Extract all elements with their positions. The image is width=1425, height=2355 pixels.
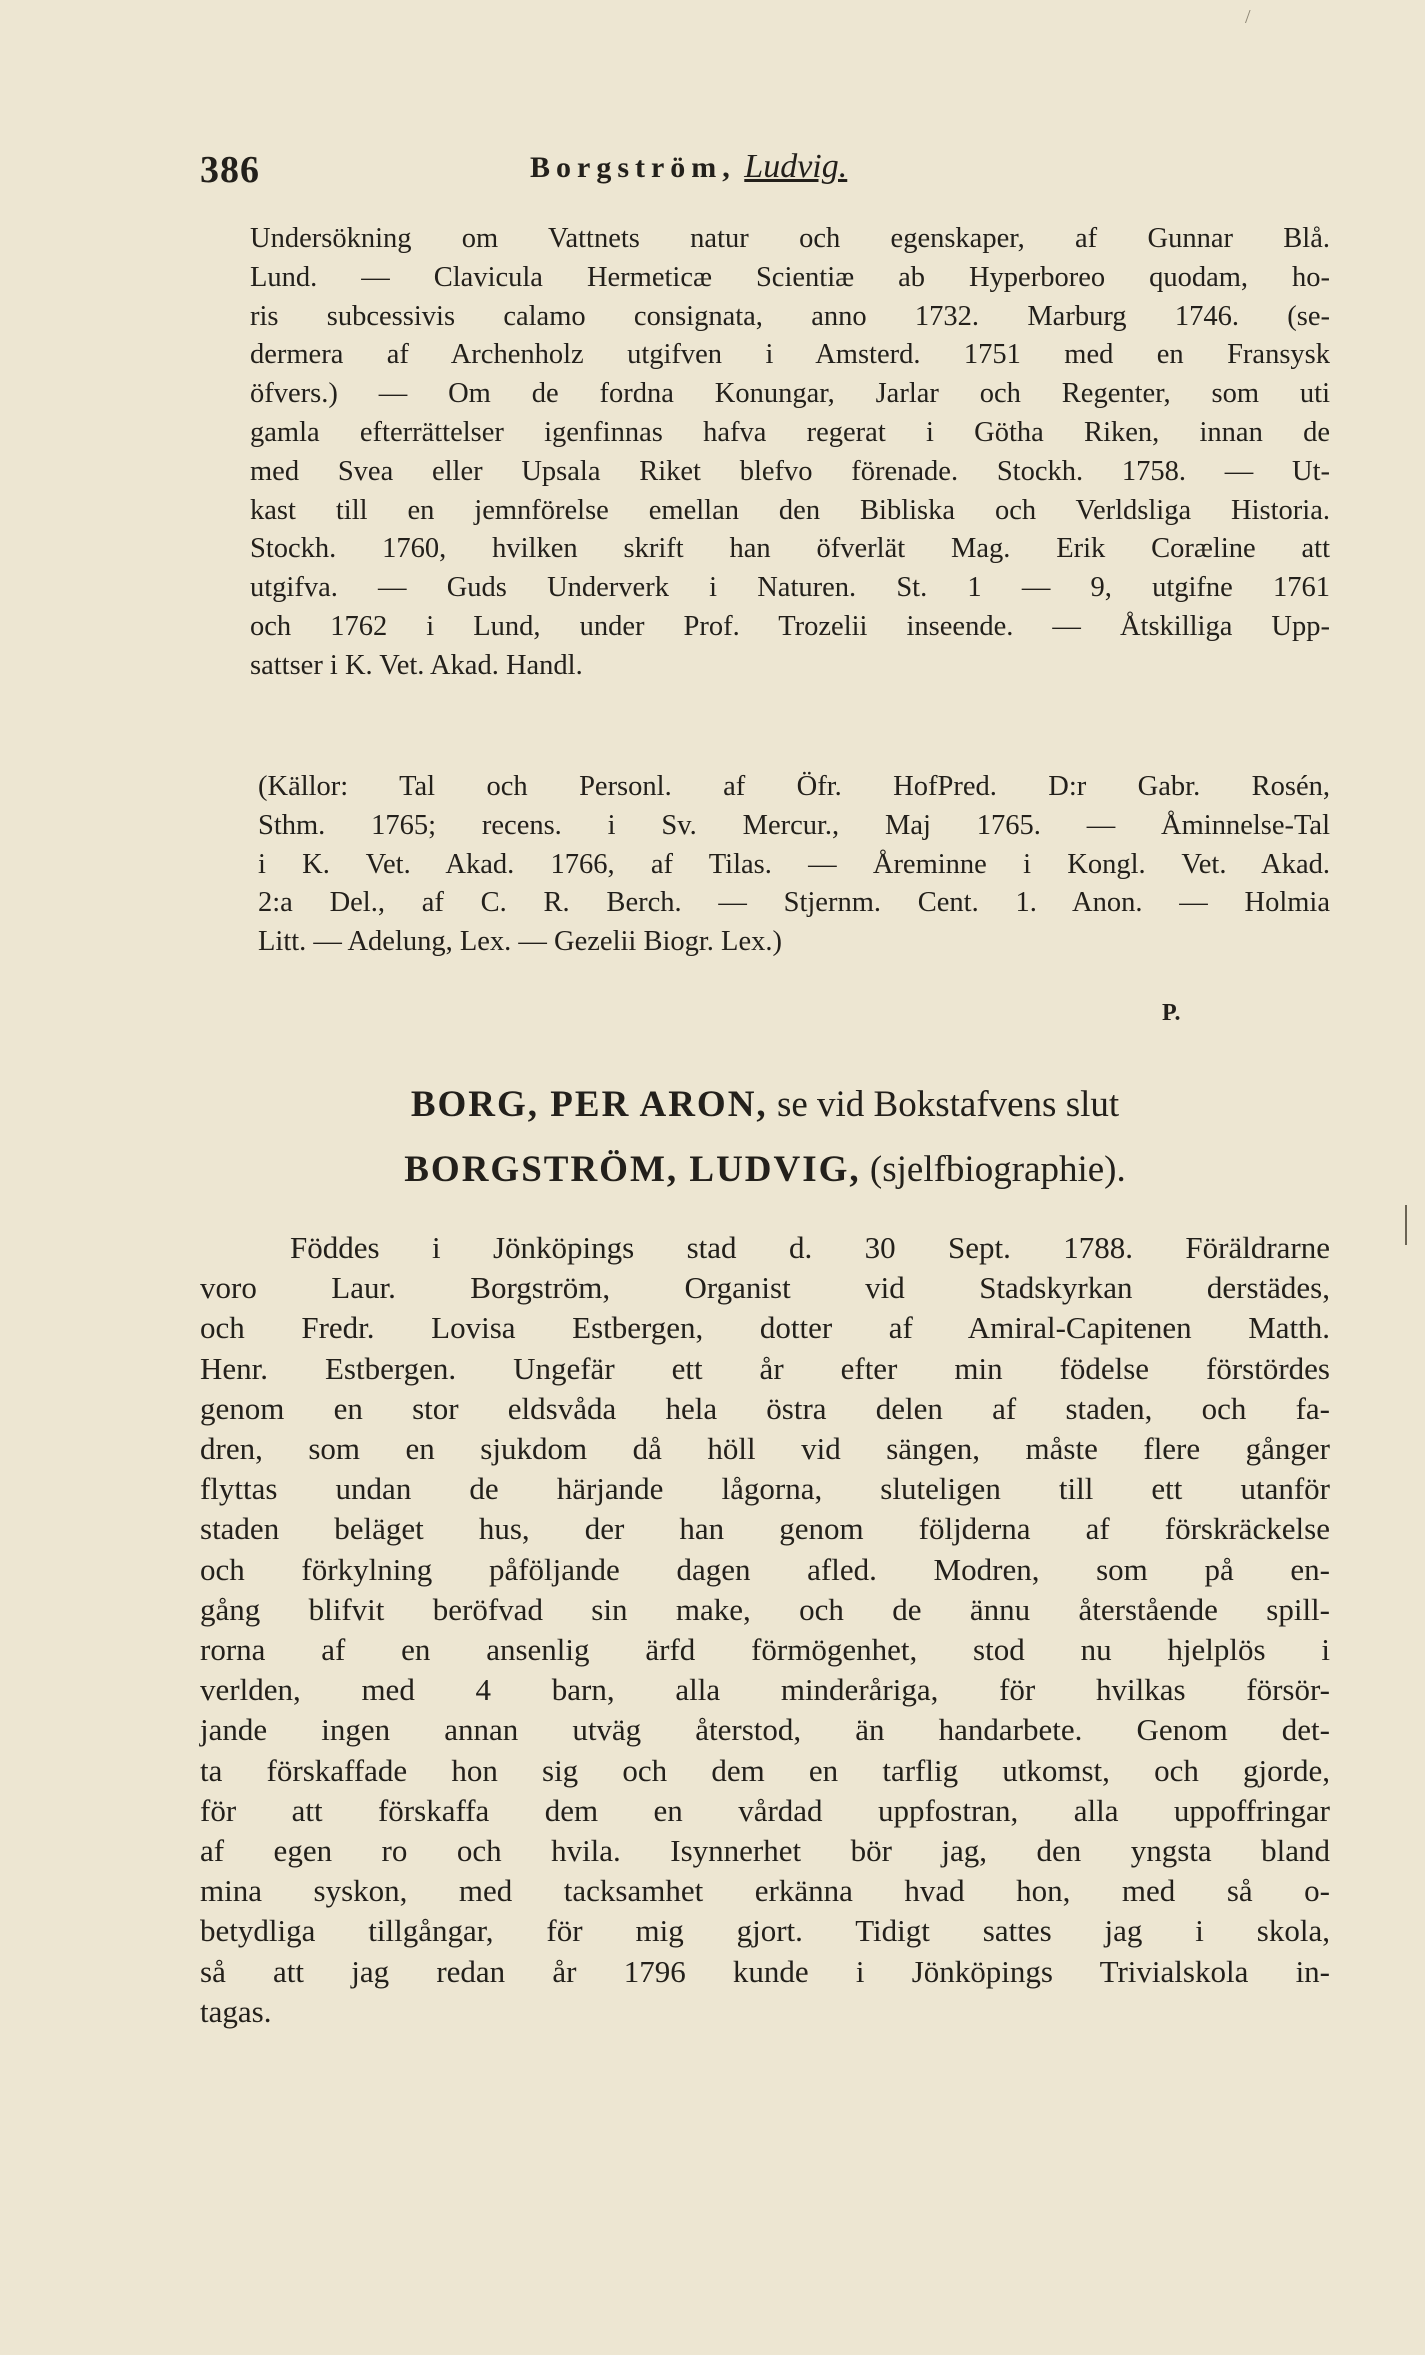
entry-note-borgstrom: (sjelfbiographie).: [869, 1149, 1126, 1190]
biography-line: betydliga tillgångar, för mig gjort. Tidigt sattes jag i skola,: [200, 1913, 1330, 1949]
running-title-surname: Borgström,: [530, 151, 736, 184]
works-line: kast till en jemnförelse emellan den Bibliska och Verldsliga Historia.: [250, 494, 1330, 526]
biography-line: dren, som en sjukdom då höll vid sängen, måste flere gånger: [200, 1431, 1330, 1467]
sources-line: Litt. — Adelung, Lex. — Gezelii Biogr. Lex.): [258, 926, 782, 958]
works-line: utgifva. — Guds Underverk i Naturen. St. 1 — 9, utgifne 1761: [250, 572, 1330, 604]
works-line: med Svea eller Upsala Riket blefvo förenade. Stockh. 1758. — Ut-: [250, 455, 1330, 487]
running-title: [530, 148, 847, 186]
margin-mark: [1405, 1205, 1407, 1245]
running-title-forename: Ludvig.: [744, 148, 848, 185]
biography-line: Föddes i Jönköpings stad d. 30 Sept. 1788. Föräldrarne: [290, 1230, 1330, 1265]
entry-name-borgstrom: BORGSTRÖM, LUDVIG,: [404, 1149, 861, 1190]
sources-note: [258, 768, 1330, 962]
biography-line: rorna af en ansenlig ärfd förmögenhet, stod nu hjelplös i: [200, 1632, 1330, 1668]
works-line: dermera af Archenholz utgifven i Amsterd. 1751 med en Fransysk: [250, 339, 1330, 371]
biography-line: staden beläget hus, der han genom följderna af förskräckelse: [200, 1511, 1330, 1547]
biography-line: voro Laur. Borgström, Organist vid Stadskyrkan derstädes,: [200, 1270, 1330, 1306]
sources-line: (Källor: Tal och Personl. af Öfr. HofPred. D:r Gabr. Rosén,: [258, 771, 1330, 802]
biography-line: tagas.: [200, 1993, 272, 2029]
sources-line: 2:a Del., af C. R. Berch. — Stjernm. Cent. 1. Anon. — Holmia: [258, 887, 1330, 919]
entry-heading-borg: [200, 1083, 1330, 1126]
sources-line: i K. Vet. Akad. 1766, af Tilas. — Åreminne i Kongl. Vet. Akad.: [258, 848, 1330, 880]
biography-line: genom en stor eldsvåda hela östra delen af staden, och fa-: [200, 1390, 1330, 1426]
works-list: [250, 220, 1330, 686]
works-line: ris subcessivis calamo consignata, anno 1732. Marburg 1746. (se-: [250, 300, 1330, 332]
works-line: Undersökning om Vattnets natur och egenskaper, af Gunnar Blå.: [250, 223, 1330, 254]
biography-line: ta förskaffade hon sig och dem en tarflig utkomst, och gjorde,: [200, 1752, 1330, 1788]
works-line: gamla efterrättelser igenfinnas hafva regerat i Götha Riken, innan de: [250, 416, 1330, 448]
works-line: Stockh. 1760, hvilken skrift han öfverlät Mag. Erik Coræline att: [250, 533, 1330, 565]
biography-line: så att jag redan år 1796 kunde i Jönköpings Trivialskola in-: [200, 1953, 1330, 1989]
biography-line: för att förskaffa dem en vårdad uppfostran, alla uppoffringar: [200, 1792, 1330, 1828]
entry-ref-borg: se vid Bokstafvens slut: [776, 1084, 1120, 1125]
corner-mark: /: [1245, 6, 1251, 28]
sources-line: Sthm. 1765; recens. i Sv. Mercur., Maj 1765. — Åminnelse-Tal: [258, 809, 1330, 841]
page-number: 386: [200, 149, 260, 191]
biography-line: gång blifvit beröfvad sin make, och de ännu återstående spill-: [200, 1591, 1330, 1627]
entry-name-borg: BORG, PER ARON,: [410, 1084, 768, 1125]
running-header: [200, 148, 1300, 198]
biography-line: verlden, med 4 barn, alla minderåriga, för hvilkas försör-: [200, 1672, 1330, 1708]
biography-line: flyttas undan de härjande lågorna, sluteligen till ett utanför: [200, 1471, 1330, 1507]
works-line: öfvers.) — Om de fordna Konungar, Jarlar och Regenter, som uti: [250, 378, 1330, 410]
entry-heading-borgstrom: [200, 1148, 1330, 1191]
biography-line: och förkylning påföljande dagen afled. Modren, som på en-: [200, 1551, 1330, 1587]
biography-text: [200, 1228, 1330, 2032]
biography-line: jande ingen annan utväg återstod, än handarbete. Genom det-: [200, 1712, 1330, 1748]
biography-line: af egen ro och hvila. Isynnerhet bör jag, den yngsta bland: [200, 1833, 1330, 1869]
works-line: Lund. — Clavicula Hermeticæ Scientiæ ab Hyperboreo quodam, ho-: [250, 261, 1330, 293]
biography-line: mina syskon, med tacksamhet erkänna hvad hon, med så o-: [200, 1873, 1330, 1909]
biography-line: Henr. Estbergen. Ungefär ett år efter min födelse förstördes: [200, 1350, 1330, 1386]
biography-line: och Fredr. Lovisa Estbergen, dotter af Amiral-Capitenen Matth.: [200, 1310, 1330, 1346]
author-signature: P.: [1162, 1000, 1181, 1026]
works-line: och 1762 i Lund, under Prof. Trozelii inseende. — Åtskilliga Upp-: [250, 610, 1330, 642]
works-line: sattser i K. Vet. Akad. Handl.: [250, 649, 583, 681]
